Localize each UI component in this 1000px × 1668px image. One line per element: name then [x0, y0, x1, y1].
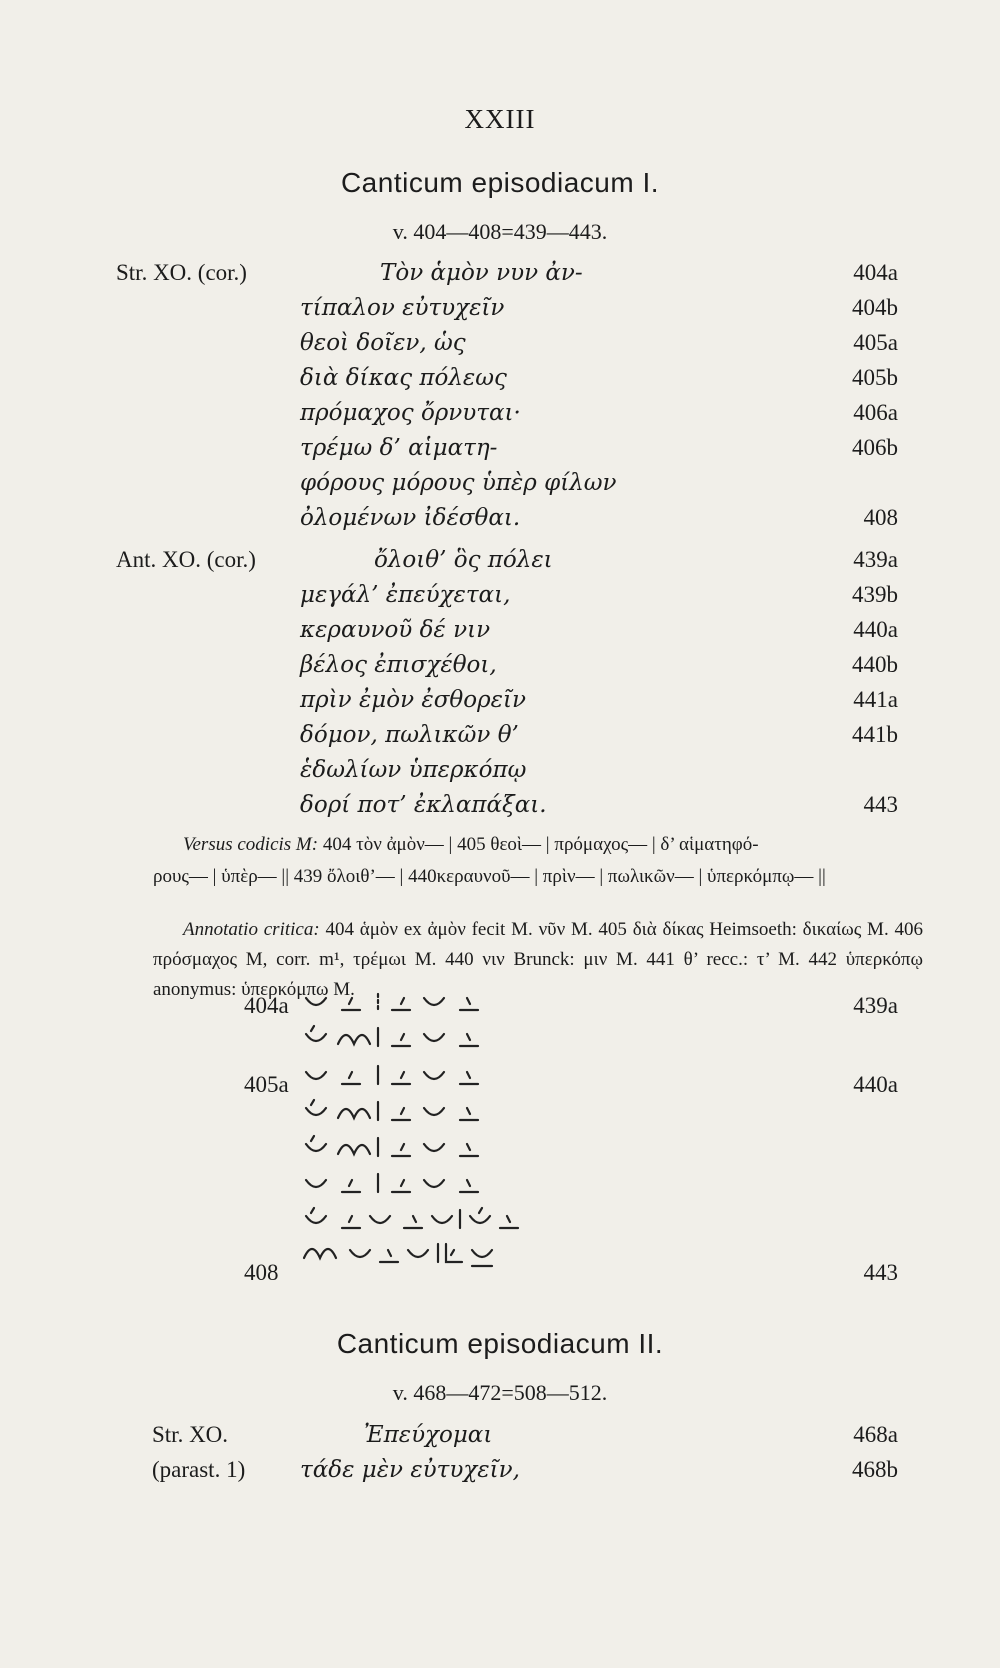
metre-label-mid: 405a — [244, 1072, 289, 1097]
verse-line: ὀλομένων ἰδέσθαι. — [300, 505, 521, 531]
verse-line: τίπαλον εὐτυχεῖν — [300, 295, 505, 321]
versus-codicis-text-1: 404 τὸν ἀμὸν— | 405 θεοὶ— | πρόμαχος— | δ’ αἱματηφό- — [322, 834, 759, 855]
line-number: 408 — [863, 505, 898, 530]
antistrophe-label: Ant. XO. (cor.) — [116, 547, 256, 572]
verse-line: τρέμω δ’ αἱματη- — [300, 435, 498, 461]
versus-codicis-text-2: ρους— | ὑπὲρ— || 439 ὄλοιθ’— | 440κεραυνοῦ— | πρὶν— | πωλικῶν— | ὑπερκόμπῳ— || — [153, 866, 826, 887]
line-number: 405a — [853, 330, 898, 355]
line-number: 406b — [852, 435, 898, 460]
verse-line: τάδε μὲν εὐτυχεῖν, — [300, 1457, 520, 1483]
metre-num-mid: 440a — [853, 1072, 898, 1097]
line-number: 440a — [853, 617, 898, 642]
line-number: 406a — [853, 400, 898, 425]
verse-line: πρόμαχος ὄρνυται· — [300, 400, 521, 426]
verse-line: ὄλοιθ’ ὃς πόλει — [374, 547, 553, 573]
verse-line: μεγάλ’ ἐπεύχεται, — [300, 582, 511, 608]
verse-line: θεοὶ δοῖεν, ὡς — [300, 330, 466, 356]
metrical-scheme — [300, 988, 540, 1288]
line-number: 468b — [852, 1457, 898, 1482]
line-number: 441a — [853, 687, 898, 712]
verse-line: Ἐπεύχομαι — [364, 1422, 493, 1448]
verse-line: δόμον, πωλικῶν θ’ — [300, 722, 519, 748]
metre-num-start: 439a — [853, 993, 898, 1018]
versus-codicis-label: Versus codicis M: — [183, 834, 319, 855]
verse-line: φόρους μόρους ὑπὲρ φίλων — [300, 470, 617, 496]
verse-line: δορί ποτ’ ἐκλαπάξαι. — [300, 792, 547, 818]
strophe-label: Str. XO. (cor.) — [116, 260, 247, 285]
metrical-scheme-glyphs — [300, 988, 540, 1288]
line-number: 443 — [863, 792, 898, 817]
line-number: 468a — [853, 1422, 898, 1447]
verse-line: Τὸν ἁμὸν νυν ἀν- — [380, 260, 583, 286]
section-title-1: Canticum episodiacum I. — [340, 167, 660, 198]
line-number: 439b — [852, 582, 898, 607]
line-number: 441b — [852, 722, 898, 747]
line-number: 439a — [853, 547, 898, 572]
annotatio-label: Annotatio critica: — [183, 919, 320, 940]
line-number: 405b — [852, 365, 898, 390]
line-number: 404b — [852, 295, 898, 320]
strophe-sublabel-2: (parast. 1) — [152, 1457, 246, 1482]
line-number: 404a — [853, 260, 898, 285]
verse-line: κεραυνοῦ δέ νιν — [300, 617, 491, 643]
verses-reference-2: v. 468—472=508—512. — [392, 1380, 608, 1405]
line-number: 440b — [852, 652, 898, 677]
page-number: XXIII — [464, 104, 536, 134]
verse-line: πρὶν ἐμὸν ἐσθορεῖν — [300, 687, 526, 713]
metre-num-end: 443 — [863, 1260, 898, 1285]
versus-codicis-line-1 — [183, 834, 759, 856]
verse-line: βέλος ἐπισχέθοι, — [300, 652, 497, 678]
verses-reference-1: v. 404—408=439—443. — [392, 219, 608, 244]
verse-line: ἑδωλίων ὑπερκόπῳ — [300, 757, 527, 783]
section-title-2: Canticum episodiacum II. — [336, 1328, 664, 1359]
metre-label-start: 404a — [244, 993, 289, 1018]
verse-line: διὰ δίκας πόλεως — [300, 365, 507, 391]
metre-label-end: 408 — [244, 1260, 279, 1285]
annotatio-text: 404 ἁμὸν ex ἀμὸν fecit M. νῦν M. 405 διὰ δίκας Heimsoeth: δικαίως M. 406 πρόσμαχος M, corr. m¹, τρέμωι M. 440 νιν Brunck: μιν M. 441 θ’ recc.: τ’ M. 442 ὑπερκόπῳ anonymus: ὑπερκόμπω M. — [153, 919, 923, 1000]
strophe-label-2: Str. XO. — [152, 1422, 229, 1447]
